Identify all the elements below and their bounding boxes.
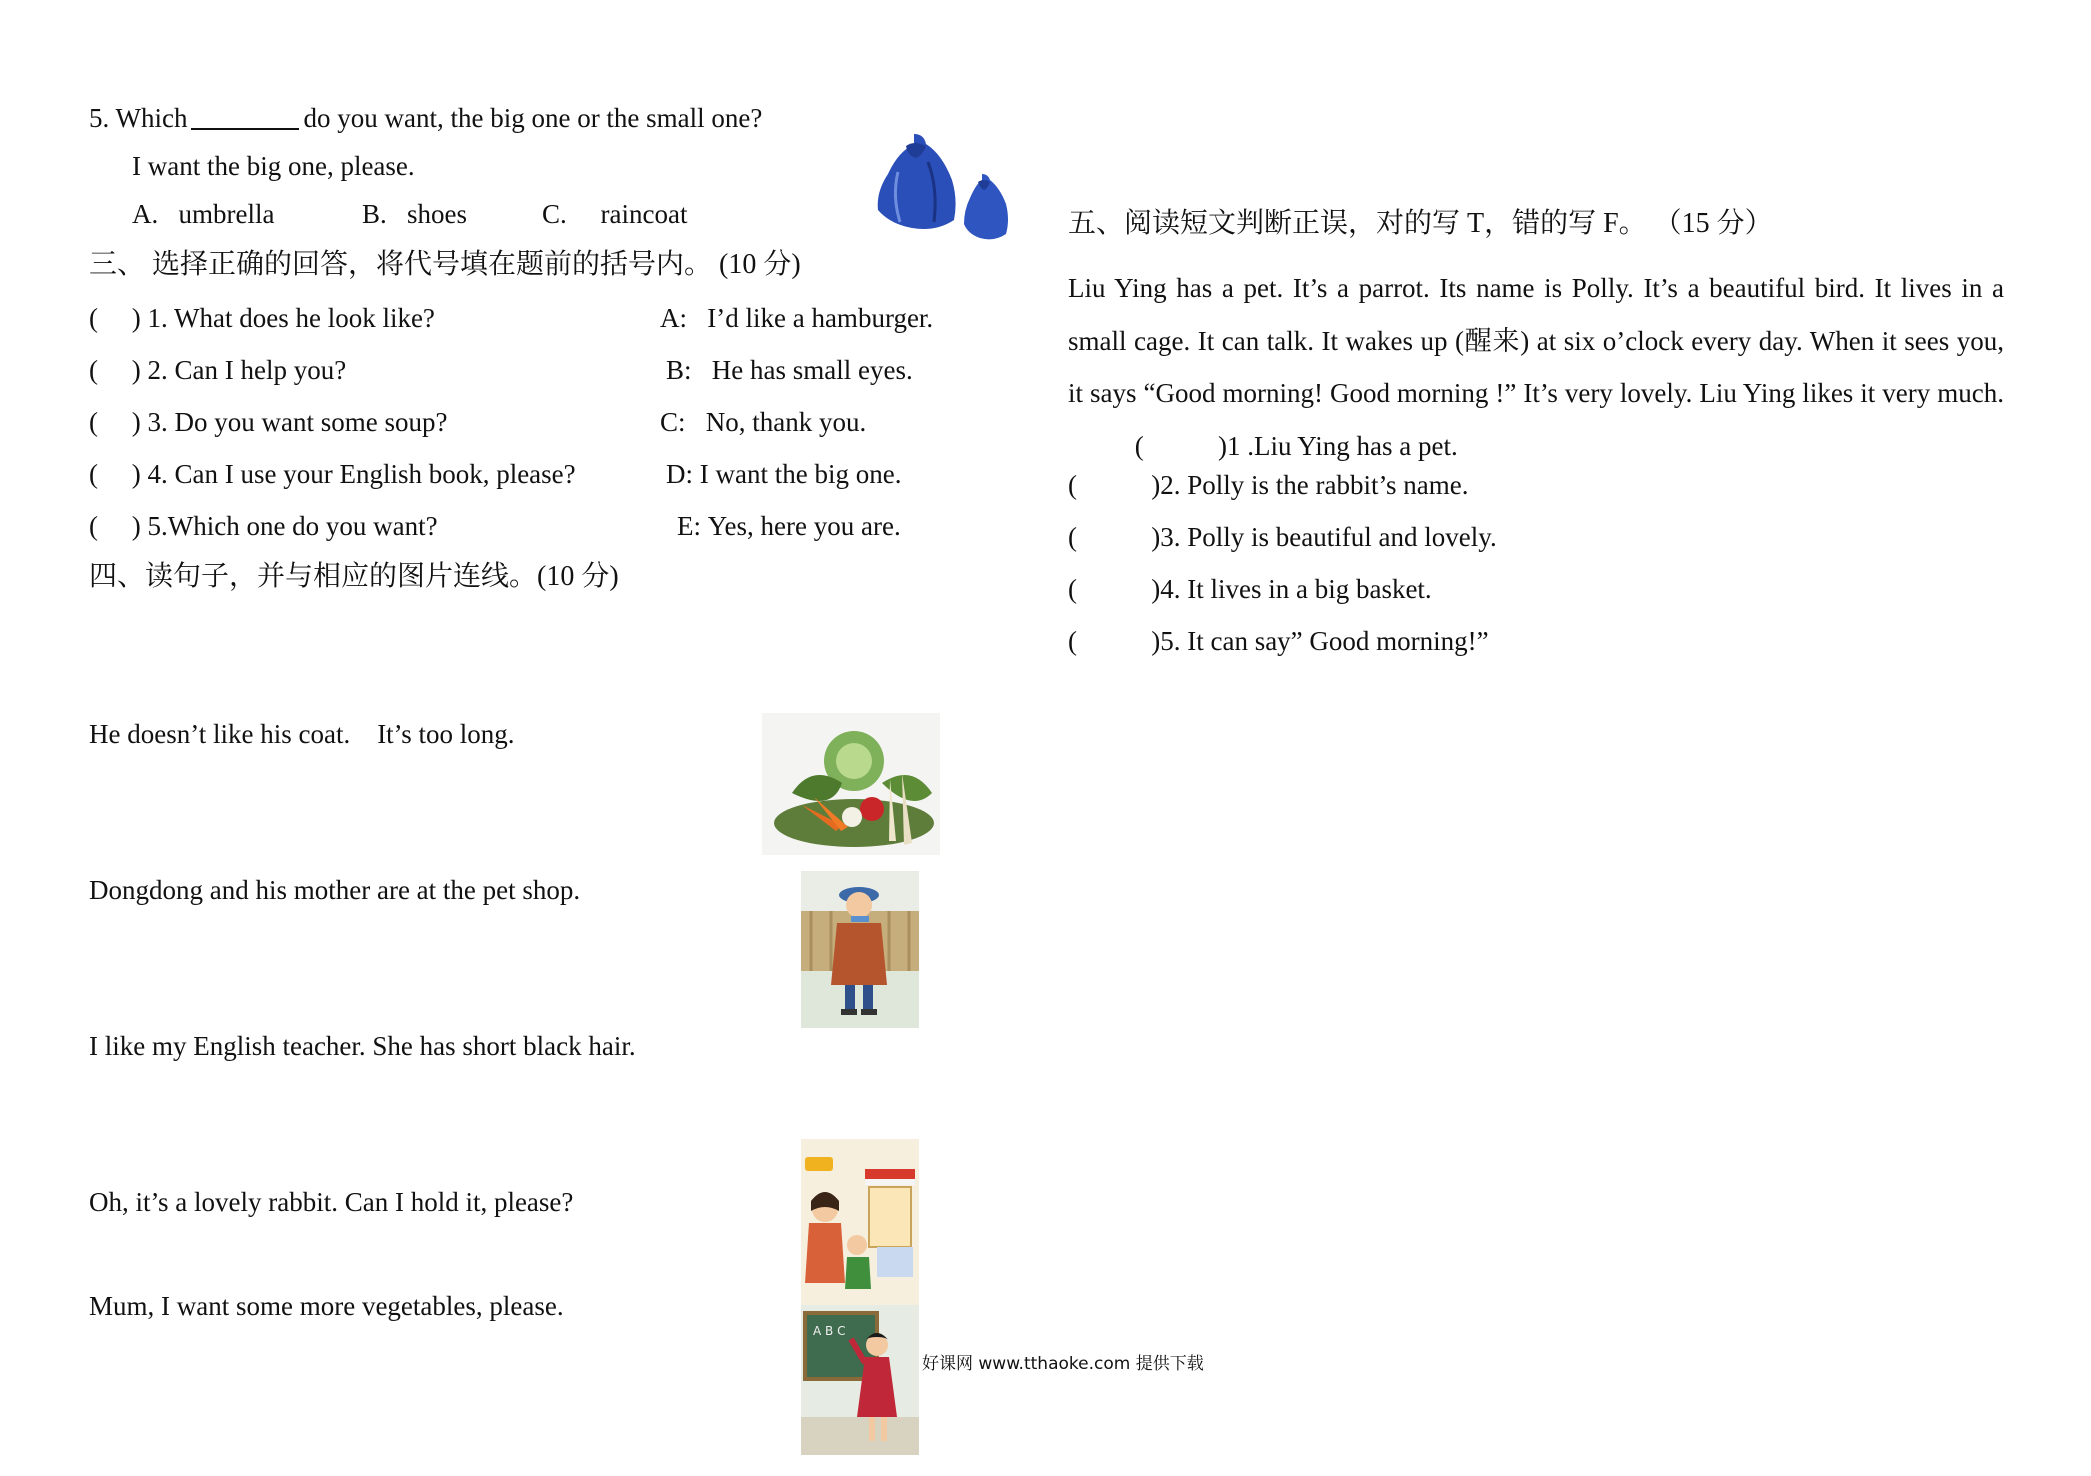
section3-answer-d bbox=[666, 461, 901, 488]
section5-item-2[interactable]: ( )2. Polly is the rabbit’s name. bbox=[1068, 470, 1469, 500]
answer-letter: D: bbox=[666, 459, 693, 489]
answer-text: Yes, here you are. bbox=[707, 511, 901, 541]
q5-option-a[interactable] bbox=[132, 201, 274, 228]
section4-sentence-5[interactable]: Mum, I want some more vegetables, please. bbox=[89, 1291, 564, 1321]
q5-prefix: 5. Which bbox=[89, 103, 188, 133]
answer-letter: E: bbox=[677, 511, 701, 541]
answer-text: He has small eyes. bbox=[711, 355, 913, 385]
q5-blank[interactable] bbox=[191, 128, 299, 130]
vegetables-icon[interactable] bbox=[762, 713, 940, 855]
answer-letter: C: bbox=[660, 407, 686, 437]
svg-text:A B C: A B C bbox=[813, 1324, 846, 1338]
section5-item-5[interactable]: ( )5. It can say” Good morning!” bbox=[1068, 626, 1489, 656]
pet-shop-icon[interactable] bbox=[801, 1139, 919, 1305]
teacher-icon[interactable] bbox=[801, 1305, 919, 1455]
passage-text: Liu Ying has a pet. It’s a parrot. Its name is Polly. It’s a beautiful bird. It lives in a small cage. It can talk. It wakes up (醒来) at six o’clock every day. When it sees you, it says “Good morning! Good morning !” It’s very lovely. Liu Ying likes it very much. bbox=[1068, 273, 2004, 408]
section5-item-1[interactable]: ( )1 .Liu Ying has a pet. bbox=[1134, 430, 1458, 461]
option-letter: B. bbox=[362, 199, 387, 229]
option-text: umbrella bbox=[178, 199, 275, 229]
section3-question-4[interactable]: ( ) 4. Can I use your English book, please? bbox=[89, 459, 576, 489]
footer-credit: 好课网 www.tthaoke.com 提供下载 bbox=[922, 1354, 1204, 1374]
section3-answer-b bbox=[666, 357, 913, 384]
section5-passage bbox=[1068, 262, 2004, 472]
section5-item-3[interactable]: ( )3. Polly is beautiful and lovely. bbox=[1068, 522, 1497, 552]
section3-question-5[interactable]: ( ) 5.Which one do you want? bbox=[89, 511, 438, 541]
section3-question-2[interactable]: ( ) 2. Can I help you? bbox=[89, 355, 347, 385]
answer-letter: A: bbox=[660, 303, 687, 333]
section3-answer-e bbox=[677, 513, 901, 540]
section3-question-1[interactable]: ( ) 1. What does he look like? bbox=[89, 303, 435, 333]
option-letter: A. bbox=[132, 199, 159, 229]
section3-question-3[interactable]: ( ) 3. Do you want some soup? bbox=[89, 407, 448, 437]
answer-letter: B: bbox=[666, 355, 692, 385]
q5-option-c[interactable] bbox=[542, 201, 687, 228]
section4-sentence-4[interactable]: Oh, it’s a lovely rabbit. Can I hold it, please? bbox=[89, 1187, 574, 1217]
answer-text: No, thank you. bbox=[705, 407, 867, 437]
boy-in-coat-icon[interactable] bbox=[801, 871, 919, 1028]
q5-suffix: do you want, the big one or the small one? bbox=[303, 103, 763, 133]
section4-title: 四、读句子，并与相应的图片连线。(10 分) bbox=[89, 561, 619, 592]
section3-title: 三、 选择正确的回答，将代号填在题前的括号内。 (10 分) bbox=[89, 249, 801, 280]
option-letter: C. bbox=[542, 199, 567, 229]
q5-answer-line: I want the big one, please. bbox=[132, 151, 415, 181]
section4-sentence-1[interactable]: He doesn’t like his coat. It’s too long. bbox=[89, 719, 515, 749]
section4-sentence-3[interactable]: I like my English teacher. She has short black hair. bbox=[89, 1031, 636, 1061]
option-text: shoes bbox=[407, 199, 468, 229]
section3-answer-a bbox=[660, 305, 933, 332]
section3-answer-c bbox=[660, 409, 866, 436]
q5-line bbox=[89, 105, 762, 132]
answer-text: I’d like a hamburger. bbox=[707, 303, 934, 333]
answer-text: I want the big one. bbox=[699, 459, 902, 489]
raincoat-icon bbox=[876, 132, 1022, 250]
section5-item-4[interactable]: ( )4. It lives in a big basket. bbox=[1068, 574, 1432, 604]
section5-title: 五、阅读短文判断正误，对的写 T，错的写 F。 （15 分） bbox=[1068, 208, 1773, 239]
section4-sentence-2[interactable]: Dongdong and his mother are at the pet shop. bbox=[89, 875, 581, 905]
option-text: raincoat bbox=[600, 199, 688, 229]
q5-option-b[interactable] bbox=[362, 201, 467, 228]
